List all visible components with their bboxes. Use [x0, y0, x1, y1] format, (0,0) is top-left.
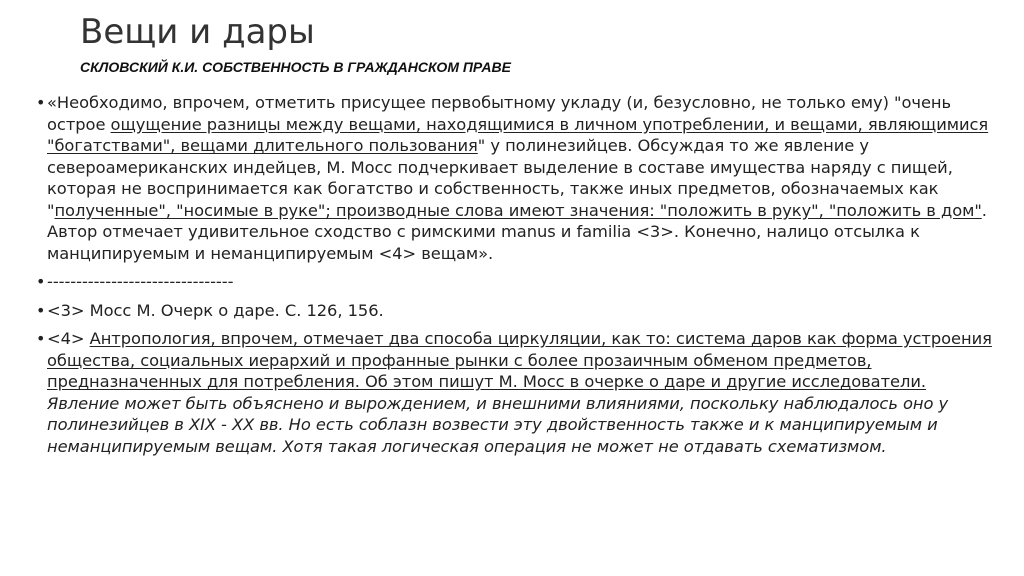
bullet-marker: •: [36, 329, 46, 348]
underlined-text-segment: Антропология, впрочем, отмечает два способа циркуляции, как то: система даров как форма устроения общества, социальных иерархий и профанные рынки с более прозаичным обменом предметов, предназначенных для потребления. Об этом пишут М. Мосс в очерке о даре и другие исследователи.: [47, 329, 992, 391]
bullet-item-separator: [36, 271, 996, 293]
bullet-text: [47, 300, 996, 322]
separator-line: --------------------------------: [47, 272, 234, 291]
slide-subtitle: СКЛОВСКИЙ К.И. СОБСТВЕННОСТЬ В ГРАЖДАНСКОМ ПРАВЕ: [80, 59, 511, 75]
bullet-item-quote: [36, 92, 996, 264]
bullet-text: [47, 328, 996, 457]
slide-title: Вещи и дары: [80, 12, 315, 52]
bullet-text: [47, 92, 996, 264]
bullet-item-footnote-3: [36, 300, 996, 322]
bullet-marker: •: [36, 272, 46, 291]
bullet-text: [47, 271, 996, 293]
underlined-text-segment: ощущение разницы между вещами, находящимися в личном употреблении, и вещами, являющимися "богатствами", вещами длительного пользования: [47, 114, 989, 155]
bullet-item-footnote-4: [36, 328, 996, 457]
bullet-marker: •: [36, 93, 46, 112]
text-segment: . Автор отмечает удивительное сходство с римскими manus и familia <3>. Конечно, налицо отсылка к манципируемым и неманципируемым <4> вещам».: [47, 200, 987, 263]
bullet-marker: •: [36, 300, 46, 320]
text-segment: " у полинезийцев. Обсуждая то же явление у североамериканских индейцев, М. Мосс подчеркивает выделение в составе имущества наряду с пищей, которая не воспринимается как богатство и собственность, также иных предметов, обозначаемых как ": [47, 136, 953, 220]
text-segment: «Необходимо, впрочем, отметить присущее первобытному укладу (и, безусловно, не только ему) "очень острое: [47, 93, 952, 134]
footnote-text: <3> Мосс М. Очерк о даре. С. 126, 156.: [47, 300, 384, 320]
underlined-text-segment: полученные", "носимые в руке"; производные слова имеют значения: "положить в руку", "положить в дом": [54, 200, 982, 220]
bullet-list: [36, 92, 996, 464]
text-segment: <4>: [47, 329, 90, 348]
italic-text-segment: Явление может быть объяснено и вырождением, и внешними влияниями, поскольку наблюдалось оно у полинезийцев в XIX - XX вв. Но есть соблазн возвести эту двойственность также и к манципируемым и неманципируемым вещам. Хотя такая логическая операция не может не отдавать схематизмом.: [47, 393, 949, 456]
